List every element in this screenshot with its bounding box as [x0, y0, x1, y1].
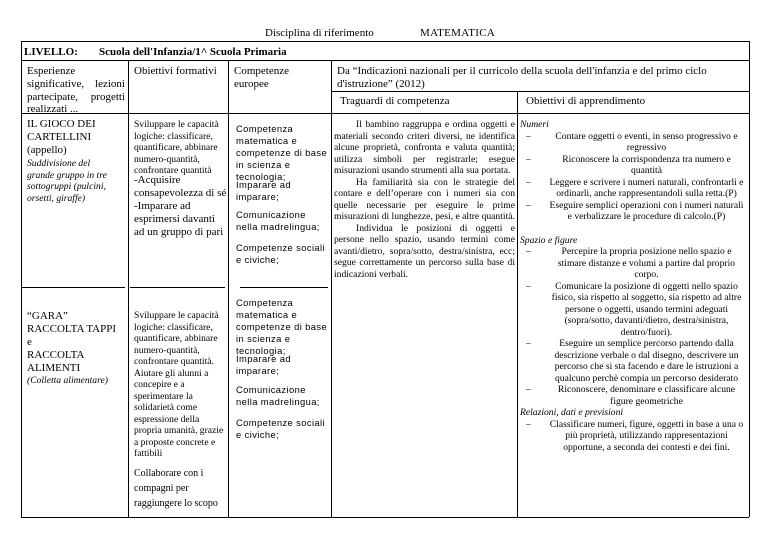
- row2-obiettivo-2: Collaborare con i compagni per raggiungere lo scopo: [134, 468, 218, 509]
- col-header-obiettivi-formativi: Obiettivi formativi: [134, 65, 217, 77]
- row2-esperienza-title-2: RACCOLTA TAPPI: [27, 323, 117, 335]
- row1-competenza-3: Comunicazione nella madrelingua;: [236, 209, 320, 232]
- relazioni-item: – Classificare numeri, figure, oggetti in base a una o più proprietà, utilizzando rappresentazioni opportune, a seconda dei contesti e dei fini.: [520, 419, 746, 454]
- row2-competenza-4: Competenze sociali e civiche;: [236, 417, 326, 440]
- disciplina-label: Disciplina di riferimento: [265, 27, 374, 39]
- row2-esperienza-desc: (Colletta alimentare): [27, 375, 108, 386]
- relazioni-list: [520, 419, 746, 454]
- spazio-item: – Comunicare la posizione di oggetti nello spazio fisico, sia rispetto al soggetto, sia rispetto ad altre persone o oggetti, usando termini adeguati (sopra/sotto, davanti/dietro, destra/sinistra, dentro/fuori).: [520, 281, 746, 339]
- spazio-item: – Eseguire un semplice percorso partendo dalla descrizione verbale o dal disegno, descrivere un percorso che si sta facendo e dare le istruzioni a qualcuno perchè compia un percorso desiderato: [520, 338, 746, 384]
- row1-esperienza-desc: Suddivisione del grande gruppo in tre sottogruppi (pulcini, orsetti, giraffe): [27, 158, 107, 204]
- indicazioni-sub-line: [331, 91, 749, 92]
- spazio-item: – Riconoscere, denominare e classificare alcune figure geometriche: [520, 384, 746, 407]
- col-header-traguardi: Traguardi di competenza: [340, 95, 450, 107]
- row2-competenza-1: Competenza matematica e competenze di base in scienza e tecnologia;: [236, 297, 328, 356]
- col-line-2: [228, 60, 229, 517]
- row1-esperienza-title-2: CARTELLINI: [27, 131, 92, 143]
- numeri-list: [520, 131, 746, 223]
- spazio-list: [520, 246, 746, 407]
- livello-value: Scuola dell'Infanzia/1^ Scuola Primaria: [99, 46, 287, 58]
- row1-competenza-2: Imparare ad imparare;: [236, 179, 291, 202]
- spazio-title: Spazio e figure: [520, 234, 578, 246]
- col-line-4: [517, 91, 518, 517]
- numeri-item: – Riconoscere la corrispondenza tra numero e quantità: [520, 154, 746, 177]
- row2-obiettivo-1: Sviluppare le capacità logiche: classificare, quantificare, abbinare numero-quantità, confrontare quantità. Aiutare gli alunni a concepire e a sperimentare la solidarietà come espressione della propria umanità, grazie a proposte concrete e fattibili: [134, 310, 224, 459]
- header-row-line: [21, 113, 749, 114]
- row1-competenza-1: Competenza matematica e competenze di base in scienza e tecnologia;: [236, 123, 328, 182]
- relazioni-title: Relazioni, dati e previsioni: [520, 407, 624, 418]
- row1-esperienza-title-3: (appello): [27, 144, 67, 156]
- livello-label: LIVELLO:: [24, 46, 78, 58]
- row2-esperienza-title-1: “GARA”: [27, 310, 68, 322]
- col-line-left: [21, 41, 22, 517]
- row1-competenza-4: Competenze sociali e civiche;: [236, 242, 326, 265]
- traguardi-text: [334, 119, 515, 280]
- row1-divider-col1: [21, 287, 125, 288]
- row1-obiettivo-2: -Acquisire consapevolezza di sé: [134, 174, 227, 199]
- traguardi-p1: Il bambino raggruppa e ordina oggetti e materiali secondo criteri diversi, ne identifica alcune proprietà, confronta e valuta quantità; utilizza simboli per registrarle; esegue misurazioni usando strumenti alla sua portata.: [334, 119, 515, 176]
- col-line-right: [749, 41, 750, 517]
- row2-esperienza-title-3: e: [27, 336, 32, 348]
- col-line-3: [331, 60, 332, 517]
- traguardi-p2: Ha familiarità sia con le strategie del contare e dell’operare con i numeri sia con quelle necessarie per eseguire le prime misurazioni di lunghezze, pesi, e altre quantità.: [334, 176, 515, 222]
- col-header-indicazioni: Da “Indicazioni nazionali per il curricolo della scuola dell'infanzia e del primo ciclo d'istruzione” (2012): [337, 65, 707, 90]
- col-header-competenze-europee: Competenze europee: [234, 65, 289, 90]
- row1-divider-col3: [240, 287, 328, 288]
- traguardi-p3: Individua le posizioni di oggetti e persone nello spazio, usando termini come avanti/dietro, sopra/sotto, destra/sinistra, ecc; segue correttamente un percorso sulla base di indicazioni verbali.: [334, 222, 515, 280]
- obiettivi-apprendimento-text: [520, 119, 746, 453]
- row2-competenza-2: Imparare ad imparare;: [236, 353, 291, 376]
- col-header-obiettivi-apprendimento: Obiettivi di apprendimento: [526, 95, 646, 107]
- row1-divider-col2: [130, 287, 225, 288]
- col-line-1: [128, 60, 129, 517]
- row1-obiettivo-3: -Imparare ad esprimersi davanti ad un gruppo di pari: [134, 200, 224, 238]
- row1-obiettivo-1: Sviluppare le capacità logiche: classificare, quantificare, abbinare numero-quantità, confrontare quantità: [134, 119, 219, 176]
- disciplina-value: MATEMATICA: [420, 27, 496, 39]
- livello-row-line: [21, 60, 749, 61]
- numeri-item: – Eseguire semplici operazioni con i numeri naturali e verbalizzare le procedure di calcolo.(P): [520, 200, 746, 223]
- table-bottom-line: [21, 517, 749, 518]
- numeri-title: Numeri: [520, 119, 549, 130]
- row2-esperienza-title-5: ALIMENTI: [27, 362, 81, 374]
- numeri-item: – Leggere e scrivere i numeri naturali, confrontarli e ordinarli, anche rappresentandoli sulla retta.(P): [520, 177, 746, 200]
- row1-esperienza-title-1: IL GIOCO DEI: [27, 118, 96, 130]
- row2-competenza-3: Comunicazione nella madrelingua;: [236, 384, 320, 407]
- row2-esperienza-title-4: RACCOLTA: [27, 349, 85, 361]
- spazio-item: – Percepire la propria posizione nello spazio e stimare distanze e volumi a partire dal proprio corpo.: [520, 246, 746, 281]
- col-header-esperienze: Esperienze significative, lezioni partecipate, progetti realizzati ...: [27, 65, 125, 116]
- numeri-item: – Contare oggetti o eventi, in senso progressivo e regressivo: [520, 131, 746, 154]
- table-top-line: [21, 41, 749, 42]
